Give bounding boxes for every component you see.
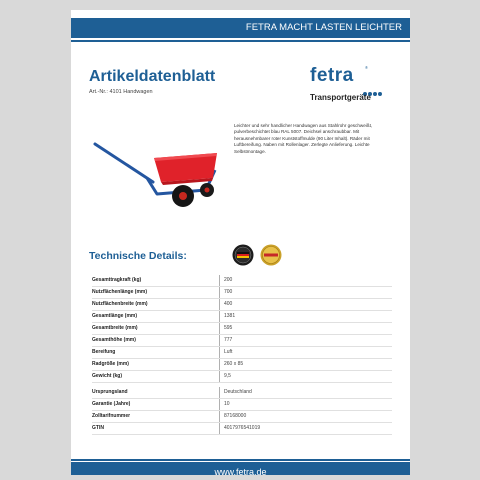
tech-table-extra xyxy=(92,387,392,435)
row-key: Gewicht (kg) xyxy=(92,373,123,379)
row-key: Gesamtbreite (mm) xyxy=(92,325,138,331)
product-description: Leichter und sehr handlicher Handwagen aus Stahlrohr geschweißt, pulverbeschichtet blau RAL 5007. Deichsel anschraubbar. Mit herausnehmbarer roter Kunststoffmulde (90 Liter Inhalt). Räder mit Luftbereifung. Naben mit Rollenlager. Zerlegte Anlieferung. Leichte Selbstmontage. xyxy=(234,123,373,154)
row-value: 10 xyxy=(224,401,230,407)
row-key: Bereifung xyxy=(92,349,116,355)
header-divider xyxy=(71,40,410,42)
datasheet-page xyxy=(71,10,410,475)
table-row xyxy=(92,411,392,423)
article-number: Art.-Nr.: 4101 Handwagen xyxy=(89,89,153,95)
table-row xyxy=(92,275,392,287)
footer-url[interactable]: www.fetra.de xyxy=(71,462,410,475)
row-key: Gesamthöhe (mm) xyxy=(92,337,136,343)
logo-wordmark: fetra xyxy=(310,65,354,86)
table-row xyxy=(92,399,392,411)
table-row xyxy=(92,387,392,399)
tech-details-table xyxy=(92,275,392,435)
table-row xyxy=(92,299,392,311)
table-row xyxy=(92,359,392,371)
row-value: 595 xyxy=(224,325,233,331)
row-value: 260 x 85 xyxy=(224,361,244,367)
logo-registered-mark: ® xyxy=(365,65,368,70)
row-value: 200 xyxy=(224,277,233,283)
row-value: Luft xyxy=(224,349,233,355)
footer-divider xyxy=(71,459,410,461)
row-value: 400 xyxy=(224,301,233,307)
row-key: Radgröße (mm) xyxy=(92,361,129,367)
tech-table-main xyxy=(92,275,392,383)
warranty-badge-icon xyxy=(260,244,282,266)
row-key: Garantie (Jahre) xyxy=(92,401,131,407)
fetra-logo xyxy=(310,65,390,109)
row-value: 87168000 xyxy=(224,413,247,419)
table-row xyxy=(92,335,392,347)
page-title: Artikeldatenblatt xyxy=(89,68,216,85)
row-value: 777 xyxy=(224,337,233,343)
row-key: Gesamttragkraft (kg) xyxy=(92,277,142,283)
row-key: Nutzflächenbreite (mm) xyxy=(92,301,148,307)
logo-subtitle: Transportgeräte xyxy=(310,93,371,102)
product-image xyxy=(91,120,231,220)
row-value: Deutschland xyxy=(224,389,252,395)
table-row xyxy=(92,347,392,359)
row-value: 9,5 xyxy=(224,373,231,379)
table-row xyxy=(92,323,392,335)
row-key: Gesamtlänge (mm) xyxy=(92,313,138,319)
table-row xyxy=(92,311,392,323)
row-key: GTIN xyxy=(92,425,104,431)
tech-details-heading: Technische Details: xyxy=(89,250,187,262)
table-row xyxy=(92,371,392,383)
table-row xyxy=(92,287,392,299)
row-key: Ursprungsland xyxy=(92,389,128,395)
row-key: Nutzflächenlänge (mm) xyxy=(92,289,148,295)
row-value: 4017976541019 xyxy=(224,425,261,431)
header-bar: FETRA MACHT LASTEN LEICHTER xyxy=(71,18,410,38)
made-in-germany-badge-icon xyxy=(232,244,254,266)
row-value: 700 xyxy=(224,289,233,295)
row-key: Zolltarifnummer xyxy=(92,413,131,419)
row-value: 1381 xyxy=(224,313,236,319)
table-row xyxy=(92,423,392,435)
